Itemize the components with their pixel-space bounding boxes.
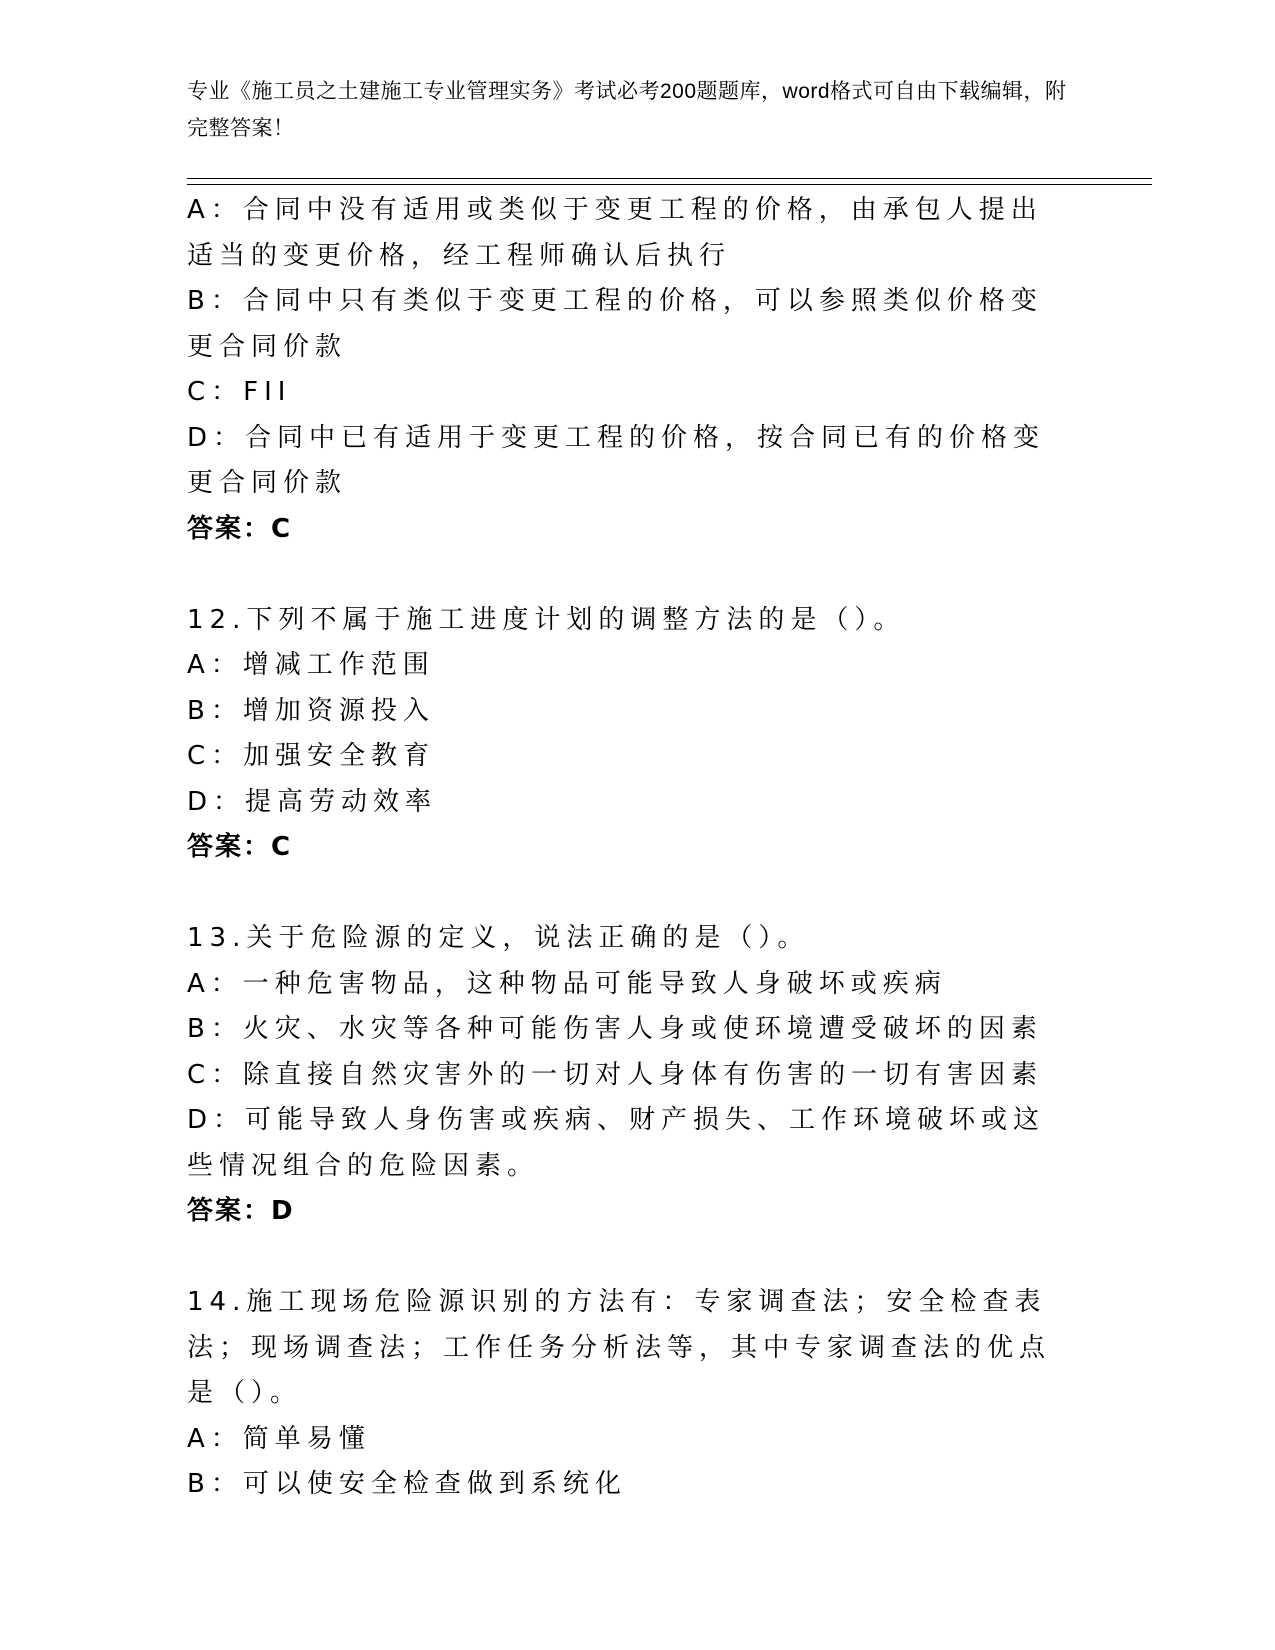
option-a: A：合同中没有适用或类似于变更工程的价格，由承包人提出适当的变更价格，经工程师确认后执行 — [187, 195, 1043, 271]
spacer — [187, 1235, 1067, 1281]
option-a: A：简单易懂 — [187, 1423, 371, 1454]
option-c: C：FII — [187, 377, 292, 407]
answer: 答案：C — [187, 513, 293, 544]
option-b: B：合同中只有类似于变更工程的价格，可以参照类似价格变更合同价款 — [187, 286, 1043, 362]
option-d: D：可能导致人身伤害或疾病、财产损失、工作环境破坏或这些情况组合的危险因素。 — [187, 1105, 1046, 1181]
document-body — [187, 188, 1067, 1508]
option-c: C：除直接自然灾害外的一切对人身体有伤害的一切有害因素 — [187, 1059, 1044, 1090]
spacer — [187, 552, 1067, 598]
option-b: B：可以使安全检查做到系统化 — [187, 1469, 627, 1499]
question-text: 14.施工现场危险源识别的方法有：专家调查法；安全检查表法；现场调查法；工作任务分析法等，其中专家调查法的优点是（）。 — [187, 1287, 1052, 1408]
option-a: A：增减工作范围 — [187, 650, 435, 680]
question-13 — [187, 916, 1067, 1235]
option-d: D：提高劳动效率 — [187, 786, 438, 817]
header-divider — [187, 178, 1152, 185]
question-12 — [187, 598, 1067, 871]
option-a: A：一种危害物品，这种物品可能导致人身破坏或疾病 — [187, 968, 947, 999]
answer: 答案：C — [187, 832, 293, 862]
question-14 — [187, 1280, 1067, 1508]
question-11-partial — [187, 188, 1067, 552]
document-header: 专业《施工员之土建施工专业管理实务》考试必考200题题库，word格式可自由下载编辑，附完整答案！ — [187, 80, 1067, 140]
option-c: C：加强安全教育 — [187, 741, 436, 771]
question-text: 13.关于危险源的定义，说法正确的是（）。 — [187, 923, 810, 953]
option-b: B：火灾、水灾等各种可能伤害人身或使环境遭受破坏的因素 — [187, 1014, 1043, 1044]
document-page — [187, 0, 1087, 1650]
option-d: D：合同中已有适用于变更工程的价格，按合同已有的价格变更合同价款 — [187, 422, 1046, 498]
question-text: 12.下列不属于施工进度计划的调整方法的是（）。 — [187, 604, 906, 635]
option-b: B：增加资源投入 — [187, 695, 435, 726]
answer: 答案：D — [187, 1196, 295, 1226]
spacer — [187, 871, 1067, 917]
